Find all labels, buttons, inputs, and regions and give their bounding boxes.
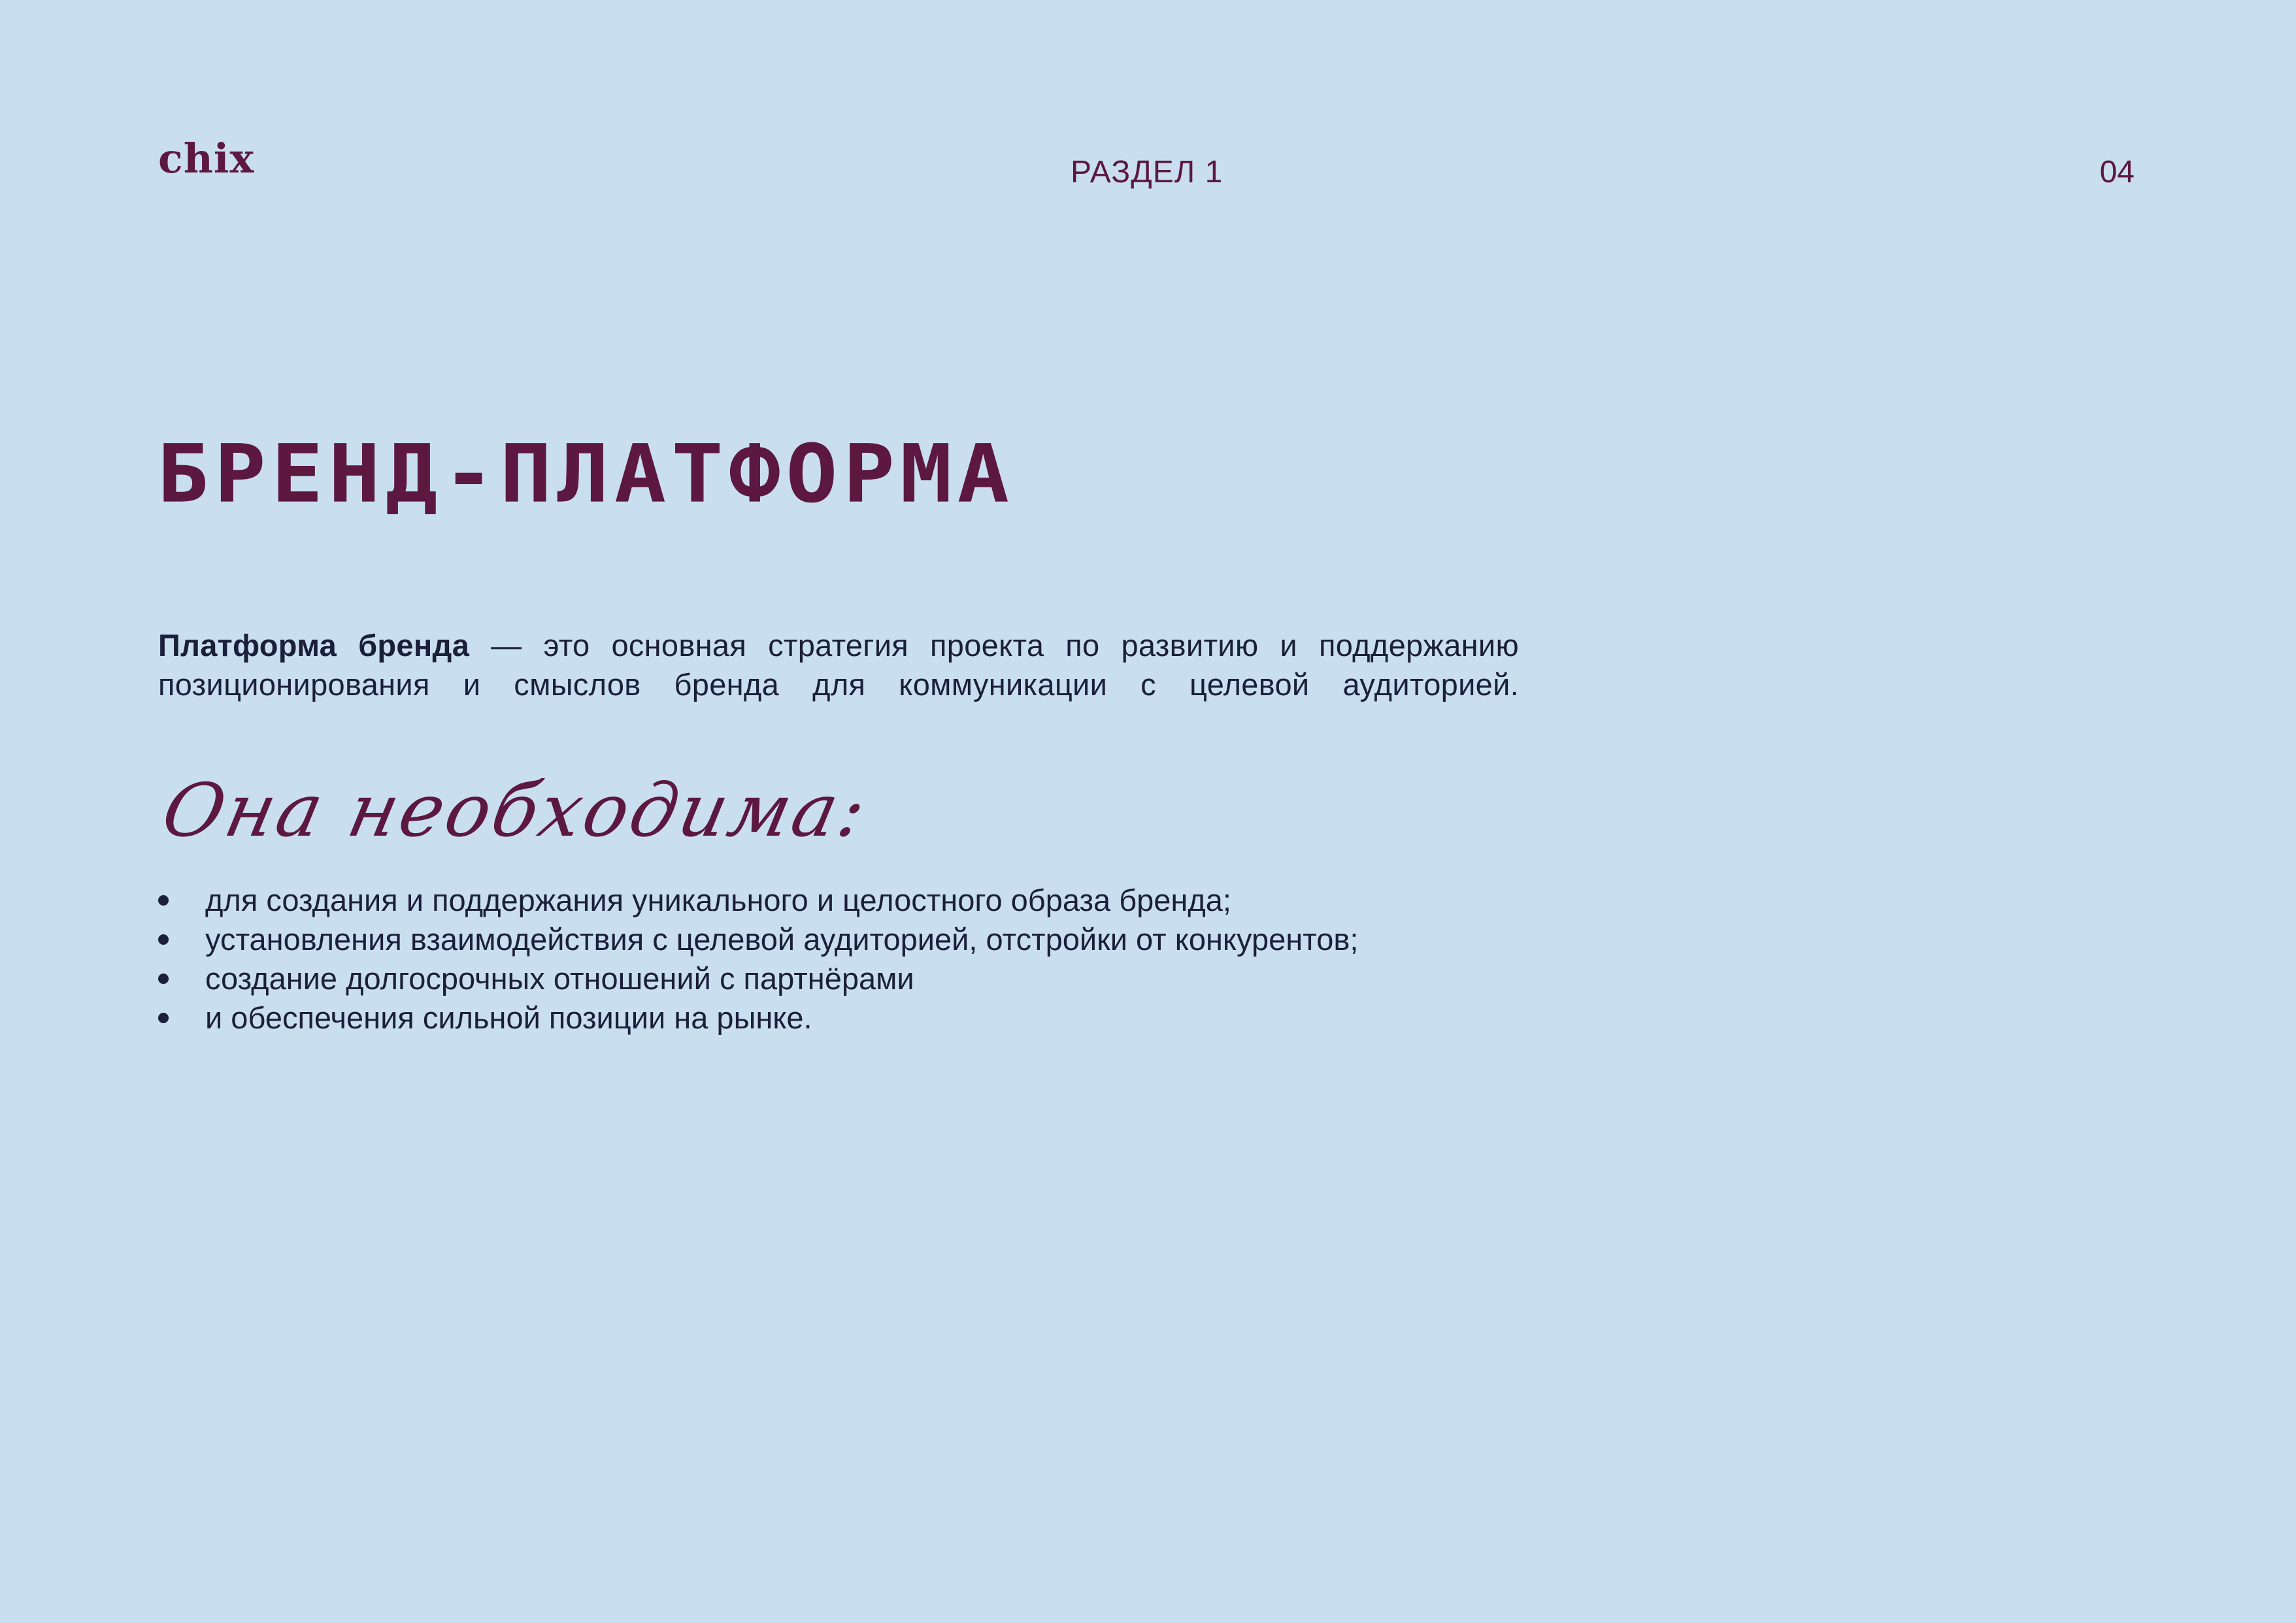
brand-logo: chix	[158, 135, 255, 182]
purpose-list	[158, 881, 1596, 1038]
list-item	[158, 920, 1596, 959]
list-item-text: для создания и поддержания уникального и целостного образа бренда;	[205, 883, 1231, 917]
list-item	[158, 959, 1596, 998]
intro-line-2: позиционирования и смыслов бренда для коммуникации с целевой аудиторией.	[158, 667, 1519, 702]
list-item-text: установления взаимодействия с целевой аудиторией, отстройки от конкурентов;	[205, 922, 1359, 957]
intro-term: Платформа бренда	[158, 628, 470, 663]
list-item-text: создание долгосрочных отношений с партнёрами	[205, 961, 914, 996]
bullet-icon	[158, 974, 169, 984]
bullet-icon	[158, 1013, 169, 1023]
bullet-icon	[158, 934, 169, 945]
list-item-text: и обеспечения сильной позиции на рынке.	[205, 1000, 812, 1035]
bullet-icon	[158, 895, 169, 906]
intro-paragraph	[158, 626, 1519, 704]
list-item	[158, 998, 1596, 1038]
section-label: РАЗДЕЛ 1	[1071, 155, 1223, 189]
intro-definition: — это основная стратегия проекта по развитию и поддержанию	[469, 628, 1519, 663]
intro-line-1	[158, 626, 1519, 665]
page-title: БРЕНД-ПЛАТФОРМА	[157, 427, 1015, 521]
script-heading: Она необходима:	[155, 768, 876, 853]
list-item	[158, 881, 1596, 920]
page-number: 04	[2099, 155, 2135, 189]
